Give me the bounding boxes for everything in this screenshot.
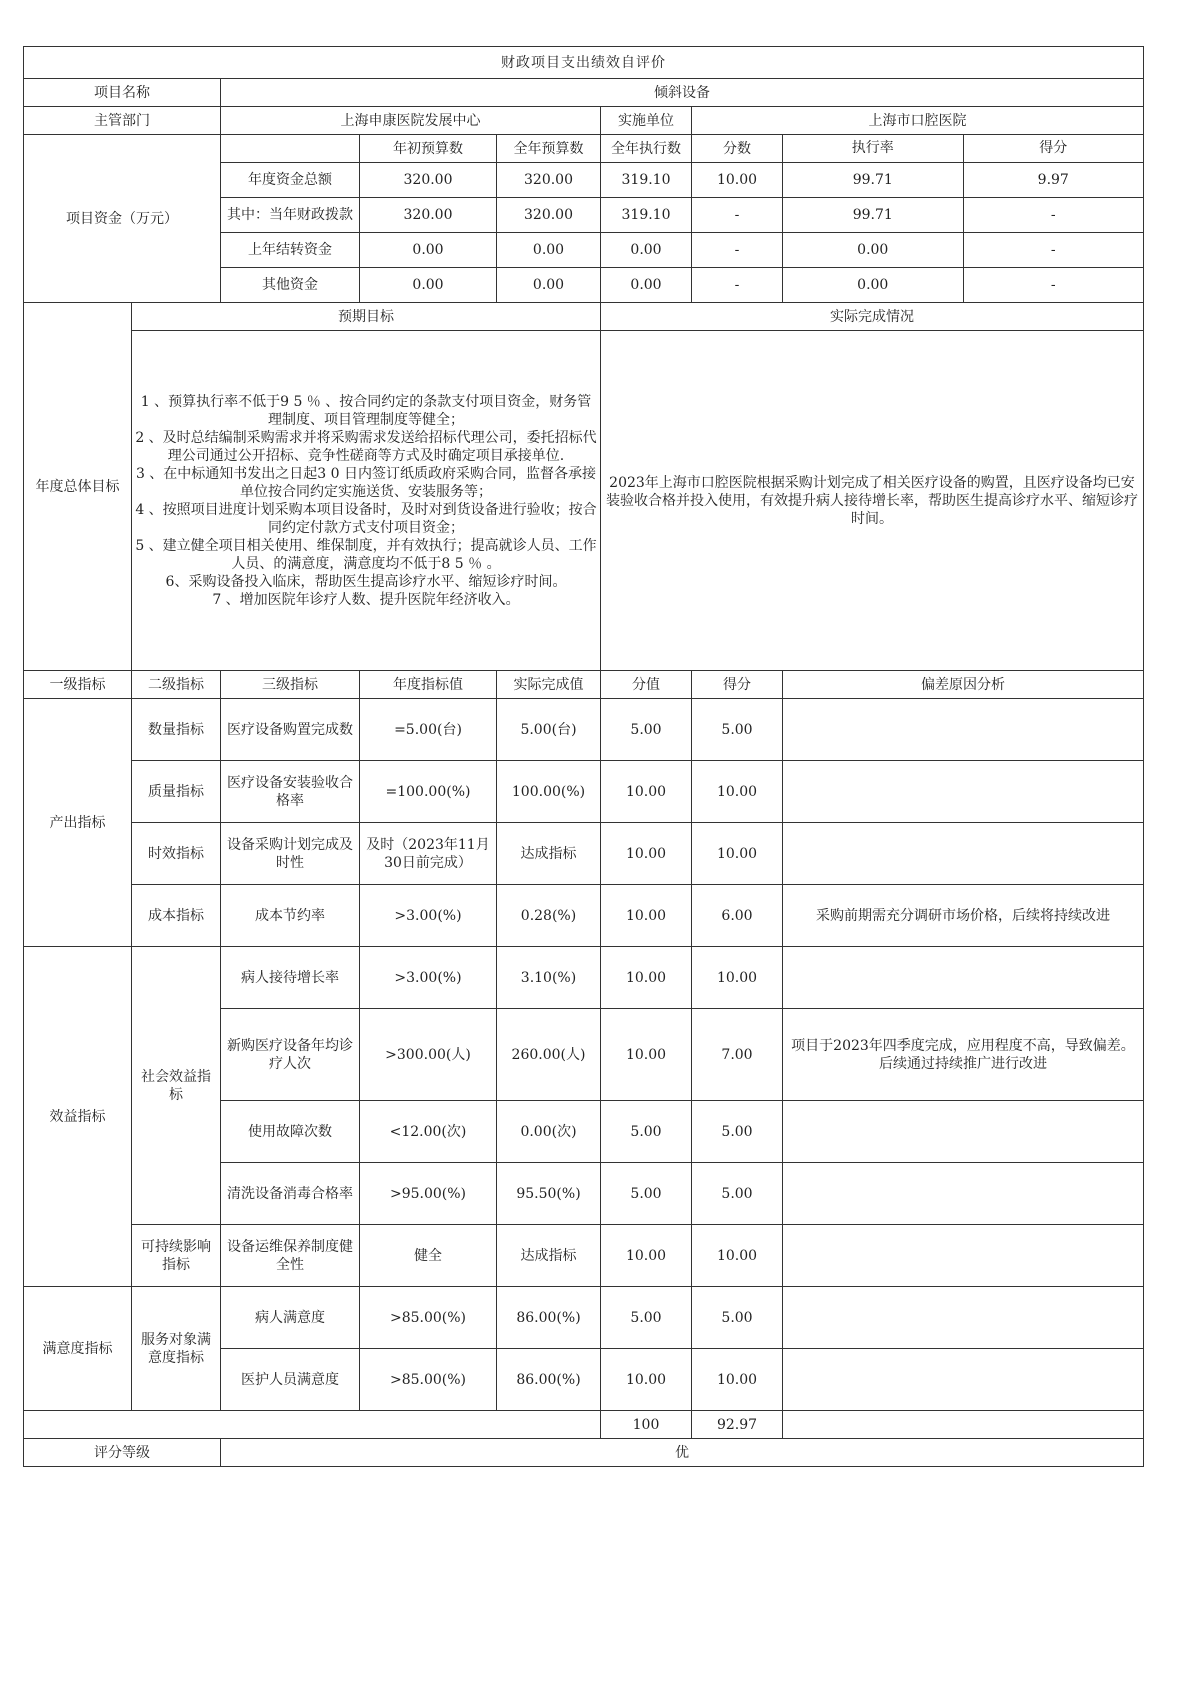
funds-header: 得分 <box>1039 140 1068 156</box>
deviation-reason <box>783 1349 1144 1411</box>
actual-value: 86.00(%) <box>497 1349 601 1411</box>
deviation-reason <box>783 823 1144 885</box>
project-name-label: 项目名称 <box>24 79 221 107</box>
l1-indicator: 产出指标 <box>24 699 132 947</box>
l2-indicator: 社会效益指标 <box>132 947 221 1225</box>
expected-goals-header: 预期目标 <box>132 303 601 331</box>
indicator-header: 二级指标 <box>132 671 221 699</box>
score-value: 10.00 <box>692 823 783 885</box>
weight-value: 10.00 <box>601 1349 692 1411</box>
annual-goals-label: 年度总体目标 <box>24 303 132 671</box>
indicator-header: 实际完成值 <box>497 671 601 699</box>
funds-split-cell <box>783 268 1144 303</box>
funds-cell: - <box>692 268 783 303</box>
weight-value: 5.00 <box>601 1163 692 1225</box>
l3-indicator: 新购医疗设备年均诊疗人次 <box>221 1009 360 1101</box>
funds-header: 全年执行数 <box>601 135 692 163</box>
funds-header-empty <box>221 135 360 163</box>
actual-value: 达成指标 <box>497 823 601 885</box>
target-value: >85.00(%) <box>360 1349 497 1411</box>
funds-row-name: 上年结转资金 <box>221 233 360 268</box>
funds-cell: 319.10 <box>601 163 692 198</box>
deviation-reason <box>783 699 1144 761</box>
l2-indicator: 成本指标 <box>132 885 221 947</box>
actual-value: 100.00(%) <box>497 761 601 823</box>
indicator-header: 得分 <box>692 671 783 699</box>
actual-value: 0.00(次) <box>497 1101 601 1163</box>
funds-cell: - <box>692 198 783 233</box>
funds-cell: 0.00 <box>601 268 692 303</box>
score-value: 10.00 <box>692 1225 783 1287</box>
weight-value: 10.00 <box>601 947 692 1009</box>
deviation-reason <box>783 947 1144 1009</box>
weight-value: 10.00 <box>601 761 692 823</box>
funds-cell: 320.00 <box>497 198 601 233</box>
impl-unit-value: 上海市口腔医院 <box>692 107 1144 135</box>
funds-cell: 0.00 <box>497 268 601 303</box>
actual-value: 3.10(%) <box>497 947 601 1009</box>
goal-line: 3 、在中标通知书发出之日起3 0 日内签订纸质政府采购合同，监督各承接单位按合同约定实施送货、安装服务等； <box>135 465 597 500</box>
l2-indicator: 可持续影响指标 <box>132 1225 221 1287</box>
actual-value: 5.00(台) <box>497 699 601 761</box>
total-row-reason-empty <box>783 1411 1144 1439</box>
target-value: >95.00(%) <box>360 1163 497 1225</box>
l3-indicator: 医疗设备安装验收合格率 <box>221 761 360 823</box>
total-score: 92.97 <box>692 1411 783 1439</box>
score-value: 7.00 <box>692 1009 783 1101</box>
target-value: 及时（2023年11月30日前完成） <box>360 823 497 885</box>
l2-indicator: 质量指标 <box>132 761 221 823</box>
funds-label: 项目资金（万元） <box>24 135 221 303</box>
funds-row-name: 其中：当年财政拨款 <box>221 198 360 233</box>
actual-value: 260.00(人) <box>497 1009 601 1101</box>
funds-header: 年初预算数 <box>360 135 497 163</box>
l1-indicator: 满意度指标 <box>24 1287 132 1411</box>
l3-indicator: 清洗设备消毒合格率 <box>221 1163 360 1225</box>
l3-indicator: 医护人员满意度 <box>221 1349 360 1411</box>
grade-label: 评分等级 <box>24 1439 221 1467</box>
target-value: >85.00(%) <box>360 1287 497 1349</box>
funds-cell: 99.71 <box>783 198 964 232</box>
funds-cell: 319.10 <box>601 198 692 233</box>
grade-value: 优 <box>221 1439 1144 1467</box>
l3-indicator: 设备采购计划完成及时性 <box>221 823 360 885</box>
dept-label: 主管部门 <box>24 107 221 135</box>
indicator-header: 年度指标值 <box>360 671 497 699</box>
deviation-reason: 采购前期需充分调研市场价格，后续将持续改进 <box>783 885 1144 947</box>
l2-indicator: 时效指标 <box>132 823 221 885</box>
funds-cell: - <box>1050 277 1056 293</box>
funds-cell: 10.00 <box>692 163 783 198</box>
funds-cell: 9.97 <box>1037 172 1069 188</box>
actual-completion-text: 2023年上海市口腔医院根据采购计划完成了相关医疗设备的购置，且医疗设备均已安装验收合格并投入使用，有效提升病人接待增长率，帮助医生提高诊疗水平、缩短诊疗时间。 <box>601 331 1144 671</box>
funds-header-split <box>783 135 1144 163</box>
funds-cell: 0.00 <box>783 233 964 267</box>
funds-header: 分数 <box>692 135 783 163</box>
funds-cell: 320.00 <box>497 163 601 198</box>
weight-value: 5.00 <box>601 699 692 761</box>
goal-line: 7 、增加医院年诊疗人数、提升医院年经济收入。 <box>212 591 520 608</box>
l3-indicator: 病人接待增长率 <box>221 947 360 1009</box>
actual-value: 86.00(%) <box>497 1287 601 1349</box>
l2-indicator: 数量指标 <box>132 699 221 761</box>
l3-indicator: 使用故障次数 <box>221 1101 360 1163</box>
actual-completion-header: 实际完成情况 <box>601 303 1144 331</box>
performance-evaluation-table <box>23 46 1144 1467</box>
deviation-reason <box>783 1101 1144 1163</box>
weight-value: 10.00 <box>601 1009 692 1101</box>
l3-indicator: 医疗设备购置完成数 <box>221 699 360 761</box>
funds-row-name: 年度资金总额 <box>221 163 360 198</box>
target-value: <12.00(次) <box>360 1101 497 1163</box>
target-value: =5.00(台) <box>360 699 497 761</box>
indicator-header: 分值 <box>601 671 692 699</box>
score-value: 10.00 <box>692 1349 783 1411</box>
weight-value: 10.00 <box>601 823 692 885</box>
funds-split-cell <box>783 163 1144 198</box>
target-value: >3.00(%) <box>360 947 497 1009</box>
goal-line: 1 、预算执行率不低于9 5 ％ 、按合同约定的条款支付项目资金，财务管理制度、项目管理制度等健全； <box>140 393 592 428</box>
score-value: 5.00 <box>692 1287 783 1349</box>
score-value: 5.00 <box>692 1163 783 1225</box>
total-row-empty <box>24 1411 601 1439</box>
goal-line: 4 、按照项目进度计划采购本项目设备时，及时对到货设备进行验收；按合同约定付款方式支付项目资金； <box>135 501 597 536</box>
actual-value: 达成指标 <box>497 1225 601 1287</box>
l3-indicator: 病人满意度 <box>221 1287 360 1349</box>
score-value: 5.00 <box>692 1101 783 1163</box>
funds-cell: 99.71 <box>783 163 964 197</box>
score-value: 6.00 <box>692 885 783 947</box>
deviation-reason: 项目于2023年四季度完成，应用程度不高，导致偏差。后续通过持续推广进行改进 <box>783 1009 1144 1101</box>
score-value: 10.00 <box>692 947 783 1009</box>
target-value: >3.00(%) <box>360 885 497 947</box>
project-name-value: 倾斜设备 <box>221 79 1144 107</box>
target-value: 健全 <box>360 1225 497 1287</box>
l3-indicator: 设备运维保养制度健全性 <box>221 1225 360 1287</box>
funds-split-cell <box>783 233 1144 268</box>
goal-line: 5 、建立健全项目相关使用、维保制度，并有效执行；提高就诊人员、工作人员、的满意度，满意度均不低于8 5 ％ 。 <box>135 537 597 572</box>
funds-cell: 320.00 <box>360 163 497 198</box>
goal-line: 2 、及时总结编制采购需求并将采购需求发送给招标代理公司，委托招标代理公司通过公开招标、竞争性磋商等方式及时确定项目承接单位. <box>135 429 597 464</box>
funds-cell: 0.00 <box>360 268 497 303</box>
score-value: 10.00 <box>692 761 783 823</box>
l3-indicator: 成本节约率 <box>221 885 360 947</box>
impl-unit-label: 实施单位 <box>601 107 692 135</box>
actual-value: 95.50(%) <box>497 1163 601 1225</box>
funds-cell: - <box>1050 207 1056 223</box>
deviation-reason <box>783 1163 1144 1225</box>
deviation-reason <box>783 1287 1144 1349</box>
expected-goals-text <box>132 331 601 671</box>
funds-cell: 0.00 <box>497 233 601 268</box>
deviation-reason <box>783 1225 1144 1287</box>
deviation-reason <box>783 761 1144 823</box>
funds-row-name: 其他资金 <box>221 268 360 303</box>
funds-cell: 0.00 <box>783 268 964 302</box>
weight-value: 5.00 <box>601 1287 692 1349</box>
funds-cell: 0.00 <box>601 233 692 268</box>
weight-value: 10.00 <box>601 885 692 947</box>
indicator-header: 偏差原因分析 <box>783 671 1144 699</box>
page-title: 财政项目支出绩效自评价 <box>24 47 1144 79</box>
funds-cell: - <box>1050 242 1056 258</box>
dept-value: 上海申康医院发展中心 <box>221 107 601 135</box>
indicator-header: 一级指标 <box>24 671 132 699</box>
goal-line: 6、采购设备投入临床，帮助医生提高诊疗水平、缩短诊疗时间。 <box>165 573 567 590</box>
funds-cell: - <box>692 233 783 268</box>
funds-cell: 0.00 <box>360 233 497 268</box>
funds-header: 执行率 <box>783 135 964 162</box>
total-weight: 100 <box>601 1411 692 1439</box>
l2-indicator: 服务对象满意度指标 <box>132 1287 221 1411</box>
funds-header: 全年预算数 <box>497 135 601 163</box>
l1-indicator: 效益指标 <box>24 947 132 1287</box>
indicator-header: 三级指标 <box>221 671 360 699</box>
target-value: =100.00(%) <box>360 761 497 823</box>
actual-value: 0.28(%) <box>497 885 601 947</box>
weight-value: 5.00 <box>601 1101 692 1163</box>
score-value: 5.00 <box>692 699 783 761</box>
target-value: >300.00(人) <box>360 1009 497 1101</box>
funds-cell: 320.00 <box>360 198 497 233</box>
funds-split-cell <box>783 198 1144 233</box>
weight-value: 10.00 <box>601 1225 692 1287</box>
